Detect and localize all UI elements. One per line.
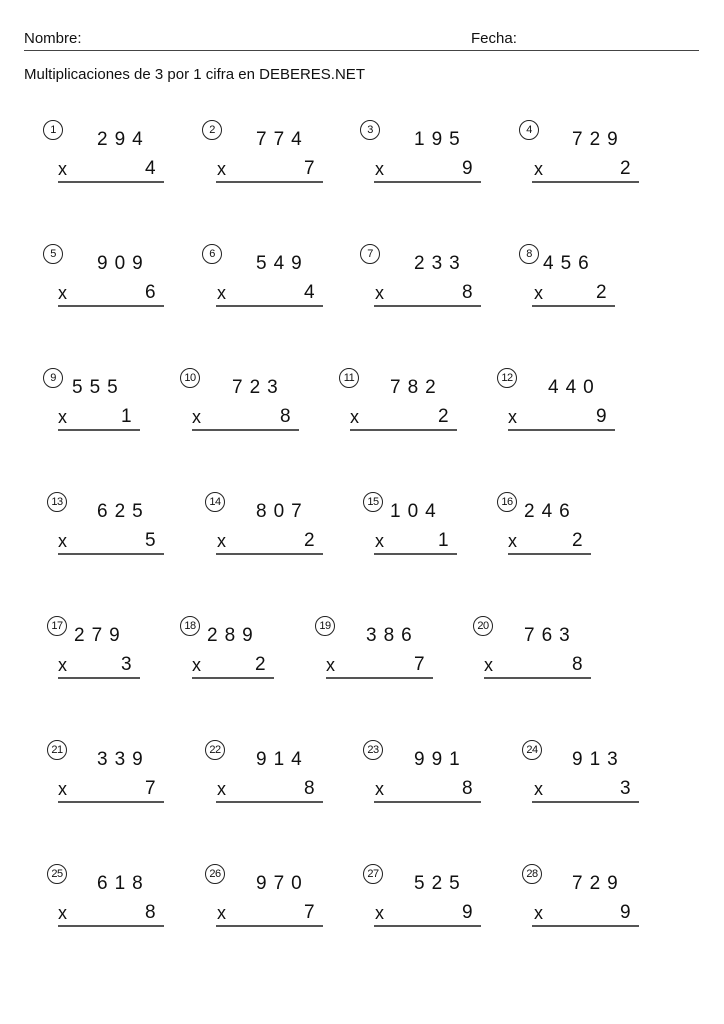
multiply-sign: x (375, 531, 384, 551)
problem-number-badge: 20 (473, 616, 493, 636)
problem-number-badge: 19 (315, 616, 335, 636)
problem-number-badge: 1 (43, 120, 63, 140)
problem-number-badge: 15 (363, 492, 383, 512)
problem-number-badge: 4 (519, 120, 539, 140)
name-label: Nombre: (24, 30, 82, 47)
answer-line (350, 429, 457, 431)
answer-line (58, 553, 164, 555)
answer-line (216, 181, 323, 183)
answer-line (58, 305, 164, 307)
multiplicand: 525 (414, 873, 467, 894)
multiplier: 5 (145, 530, 156, 551)
multiplicand: 723 (232, 377, 285, 398)
problem-number-badge: 17 (47, 616, 67, 636)
answer-line (508, 429, 615, 431)
answer-line (216, 801, 323, 803)
answer-line (374, 305, 481, 307)
answer-line (58, 925, 164, 927)
multiplier: 2 (255, 654, 266, 675)
answer-line (192, 429, 299, 431)
multiply-sign: x (534, 903, 543, 923)
multiplier: 9 (596, 406, 607, 427)
problem-number-badge: 7 (360, 244, 380, 264)
multiply-sign: x (484, 655, 493, 675)
answer-line (374, 553, 457, 555)
multiplier: 3 (121, 654, 132, 675)
multiplier: 2 (596, 282, 607, 303)
multiplier: 9 (462, 158, 473, 179)
multiplier: 8 (280, 406, 291, 427)
problem-number-badge: 12 (497, 368, 517, 388)
multiplicand: 549 (256, 253, 309, 274)
multiply-sign: x (58, 283, 67, 303)
multiplier: 8 (572, 654, 583, 675)
multiply-sign: x (534, 283, 543, 303)
multiply-sign: x (375, 159, 384, 179)
multiplicand: 774 (256, 129, 309, 150)
problem-number-badge: 13 (47, 492, 67, 512)
multiplicand: 386 (366, 625, 419, 646)
multiplicand: 729 (572, 129, 625, 150)
multiplier: 4 (145, 158, 156, 179)
multiply-sign: x (375, 903, 384, 923)
multiply-sign: x (508, 531, 517, 551)
multiplicand: 618 (97, 873, 150, 894)
multiply-sign: x (217, 283, 226, 303)
multiply-sign: x (217, 531, 226, 551)
multiplier: 8 (462, 282, 473, 303)
multiplier: 7 (304, 902, 315, 923)
multiplicand: 782 (390, 377, 443, 398)
answer-line (532, 925, 639, 927)
multiply-sign: x (58, 655, 67, 675)
header-divider (24, 50, 699, 51)
multiply-sign: x (375, 779, 384, 799)
multiplier: 7 (304, 158, 315, 179)
multiplicand: 339 (97, 749, 150, 770)
multiplicand: 914 (256, 749, 309, 770)
multiplier: 8 (462, 778, 473, 799)
problem-number-badge: 3 (360, 120, 380, 140)
multiplicand: 233 (414, 253, 467, 274)
multiplier: 9 (620, 902, 631, 923)
answer-line (374, 181, 481, 183)
multiplier: 2 (304, 530, 315, 551)
multiply-sign: x (58, 903, 67, 923)
multiply-sign: x (192, 407, 201, 427)
multiplier: 9 (462, 902, 473, 923)
multiply-sign: x (217, 159, 226, 179)
problem-number-badge: 16 (497, 492, 517, 512)
multiply-sign: x (217, 903, 226, 923)
multiplicand: 294 (97, 129, 150, 150)
multiplicand: 913 (572, 749, 625, 770)
multiply-sign: x (192, 655, 201, 675)
multiplier: 3 (620, 778, 631, 799)
answer-line (58, 801, 164, 803)
problem-number-badge: 5 (43, 244, 63, 264)
multiplier: 1 (438, 530, 449, 551)
multiplier: 2 (620, 158, 631, 179)
problem-number-badge: 25 (47, 864, 67, 884)
answer-line (532, 305, 615, 307)
answer-line (58, 429, 140, 431)
problem-number-badge: 21 (47, 740, 67, 760)
multiplier: 7 (414, 654, 425, 675)
multiply-sign: x (217, 779, 226, 799)
answer-line (508, 553, 591, 555)
multiplier: 2 (572, 530, 583, 551)
multiply-sign: x (58, 159, 67, 179)
problem-number-badge: 2 (202, 120, 222, 140)
problem-number-badge: 10 (180, 368, 200, 388)
answer-line (216, 925, 323, 927)
problem-number-badge: 22 (205, 740, 225, 760)
answer-line (326, 677, 433, 679)
multiplier: 2 (438, 406, 449, 427)
problem-number-badge: 6 (202, 244, 222, 264)
answer-line (192, 677, 274, 679)
answer-line (374, 925, 481, 927)
problem-number-badge: 8 (519, 244, 539, 264)
multiply-sign: x (58, 407, 67, 427)
problem-number-badge: 18 (180, 616, 200, 636)
multiplier: 6 (145, 282, 156, 303)
multiplicand: 246 (524, 501, 577, 522)
problem-number-badge: 11 (339, 368, 359, 388)
multiply-sign: x (58, 531, 67, 551)
date-label: Fecha: (471, 30, 517, 47)
multiplicand: 289 (207, 625, 260, 646)
multiplier: 7 (145, 778, 156, 799)
multiplicand: 440 (548, 377, 601, 398)
multiplicand: 555 (72, 377, 125, 398)
multiply-sign: x (534, 159, 543, 179)
multiplier: 1 (121, 406, 132, 427)
worksheet-subtitle: Multiplicaciones de 3 por 1 cifra en DEBERES.NET (24, 66, 365, 83)
multiply-sign: x (58, 779, 67, 799)
answer-line (58, 677, 140, 679)
multiplicand: 763 (524, 625, 577, 646)
multiply-sign: x (508, 407, 517, 427)
answer-line (216, 553, 323, 555)
multiply-sign: x (375, 283, 384, 303)
multiplicand: 970 (256, 873, 309, 894)
multiplicand: 625 (97, 501, 150, 522)
multiplier: 4 (304, 282, 315, 303)
multiplicand: 195 (414, 129, 467, 150)
answer-line (216, 305, 323, 307)
multiplicand: 104 (390, 501, 443, 522)
problem-number-badge: 28 (522, 864, 542, 884)
multiplier: 8 (145, 902, 156, 923)
answer-line (484, 677, 591, 679)
multiplicand: 991 (414, 749, 467, 770)
multiplier: 8 (304, 778, 315, 799)
problem-number-badge: 23 (363, 740, 383, 760)
multiply-sign: x (534, 779, 543, 799)
multiply-sign: x (326, 655, 335, 675)
multiplicand: 729 (572, 873, 625, 894)
multiply-sign: x (350, 407, 359, 427)
answer-line (532, 181, 639, 183)
multiplicand: 456 (543, 253, 596, 274)
problem-number-badge: 9 (43, 368, 63, 388)
answer-line (58, 181, 164, 183)
problem-number-badge: 26 (205, 864, 225, 884)
problem-number-badge: 14 (205, 492, 225, 512)
multiplicand: 909 (97, 253, 150, 274)
multiplicand: 279 (74, 625, 127, 646)
answer-line (374, 801, 481, 803)
multiplicand: 807 (256, 501, 309, 522)
problem-number-badge: 27 (363, 864, 383, 884)
answer-line (532, 801, 639, 803)
problem-number-badge: 24 (522, 740, 542, 760)
